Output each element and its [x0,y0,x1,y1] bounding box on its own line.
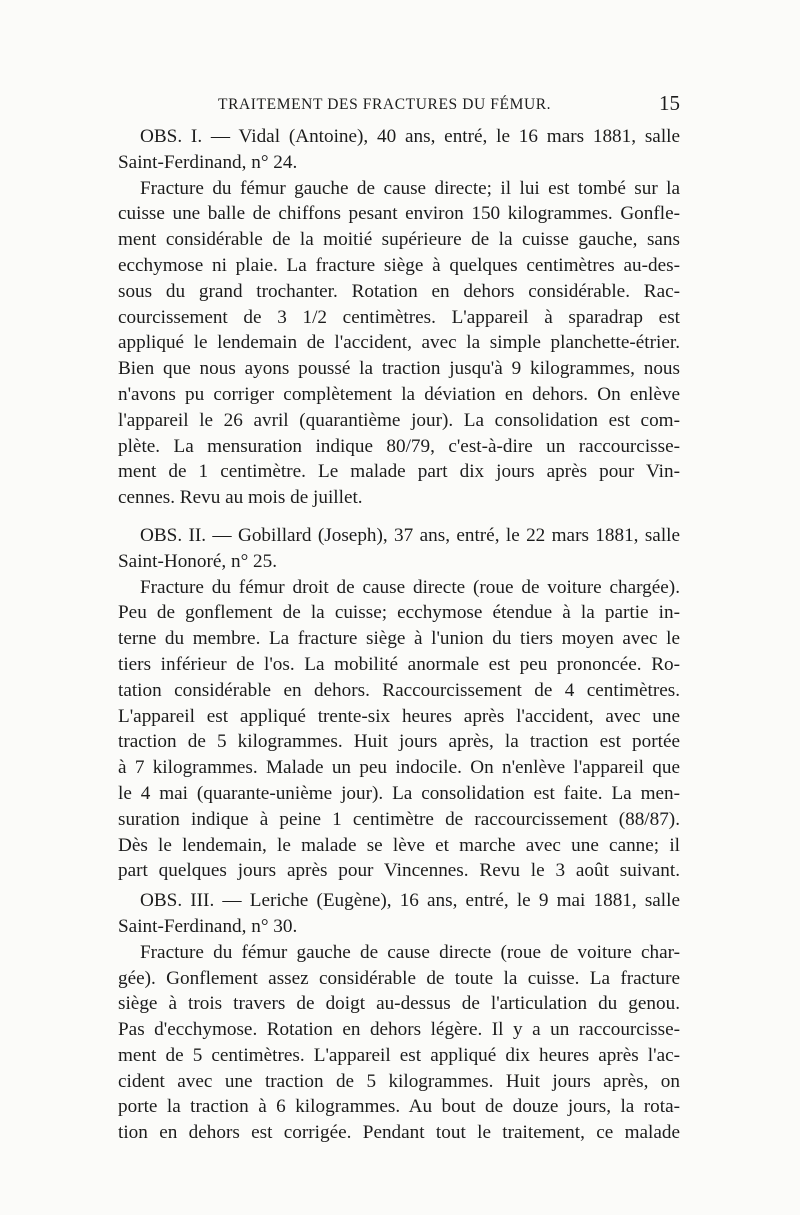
text-line: L'appareil est appliqué trente-six heures après l'accident, avec une [118,705,680,727]
text-line: OBS. I. — Vidal (Antoine), 40 ans, entré, le 16 mars 1881, salle [140,126,680,147]
text-line: siège à trois travers de doigt au-dessus de l'articulation du genou. [118,993,680,1015]
page-body [118,124,680,1146]
text-line: cident avec une traction de 5 kilogrammes. Huit jours après, on [118,1070,680,1092]
text-line: cennes. Revu au mois de juillet. [118,487,363,509]
text-line: l'appareil le 26 avril (quarantième jour). La consolidation est com- [118,409,680,431]
text-line: Saint-Honoré, n° 25. [118,550,278,572]
text-line: tiers inférieur de l'os. La mobilité anormale est peu prononcée. Ro- [118,653,680,675]
text-line: courcissement de 3 1/2 centimètres. L'appareil à sparadrap est [118,306,680,328]
text-line: n'avons pu corriger complètement la déviation en dehors. On enlève [118,383,680,405]
text-line: le 4 mai (quarante-unième jour). La consolidation est faite. La men- [118,782,680,804]
text-line: sous du grand trochanter. Rotation en dehors considérable. Rac- [118,280,680,302]
text-line: ment de 1 centimètre. Le malade part dix jours après pour Vin- [118,461,680,483]
text-line: tion en dehors est corrigée. Pendant tout le traitement, ce malade [118,1122,680,1144]
text-line: tation considérable en dehors. Raccourcissement de 4 centimètres. [118,679,680,701]
running-header [118,91,680,118]
text-line: ment de 5 centimètres. L'appareil est appliqué dix heures après l'ac- [118,1044,680,1066]
text-line: gée). Gonflement assez considérable de toute la cuisse. La fracture [118,967,680,989]
text-line: ment considérable de la moitié supérieure de la cuisse gauche, sans [118,229,680,251]
text-line: appliqué le lendemain de l'accident, avec la simple planchette-étrier. [118,332,680,354]
text-line: suration indique à peine 1 centimètre de raccourcissement (88/87). [118,808,680,830]
text-line: ecchymose ni plaie. La fracture siège à quelques centimètres au-des- [118,254,680,276]
text-line: Peu de gonflement de la cuisse; ecchymose étendue à la partie in- [118,602,680,624]
observation-2 [118,523,680,884]
text-line: terne du membre. La fracture siège à l'union du tiers moyen avec le [118,628,680,650]
text-line: Fracture du fémur droit de cause directe (roue de voiture chargée). [140,576,680,598]
text-line: porte la traction à 6 kilogrammes. Au bout de douze jours, la rota- [118,1096,680,1118]
text-line: OBS. III. — Leriche (Eugène), 16 ans, entré, le 9 mai 1881, salle [140,890,680,912]
text-line: Bien que nous ayons poussé la traction jusqu'à 9 kilogrammes, nous [118,358,680,380]
text-line: traction de 5 kilogrammes. Huit jours après, la traction est portée [118,731,680,753]
text-line: Dès le lendemain, le malade se lève et marche avec une canne; il [118,834,680,856]
running-title: TRAITEMENT DES FRACTURES DU FÉMUR. [218,96,552,113]
text-line: Pas d'ecchymose. Rotation en dehors légère. Il y a un raccourcisse- [118,1019,680,1041]
text-line: OBS. II. — Gobillard (Joseph), 37 ans, entré, le 22 mars 1881, salle [140,524,680,546]
text-line: Fracture du fémur gauche de cause directe (roue de voiture char- [140,941,680,963]
text-line: à 7 kilogrammes. Malade un peu indocile. On n'enlève l'appareil que [118,757,680,779]
observation-3 [118,888,680,1146]
observation-1 [118,124,680,511]
paragraph-gap [118,511,680,523]
text-line: plète. La mensuration indique 80/79, c'est-à-dire un raccourcisse- [118,435,680,457]
text-line: Saint-Ferdinand, n° 30. [118,915,298,937]
text-line: Fracture du fémur gauche de cause directe; il lui est tombé sur la [140,177,680,199]
page-number: 15 [659,91,680,115]
text-line: part quelques jours après pour Vincennes. Revu le 3 août suivant. [118,860,680,882]
text-line: cuisse une balle de chiffons pesant environ 150 kilogrammes. Gonfle- [118,203,680,225]
text-line: Saint-Ferdinand, n° 24. [118,151,298,173]
